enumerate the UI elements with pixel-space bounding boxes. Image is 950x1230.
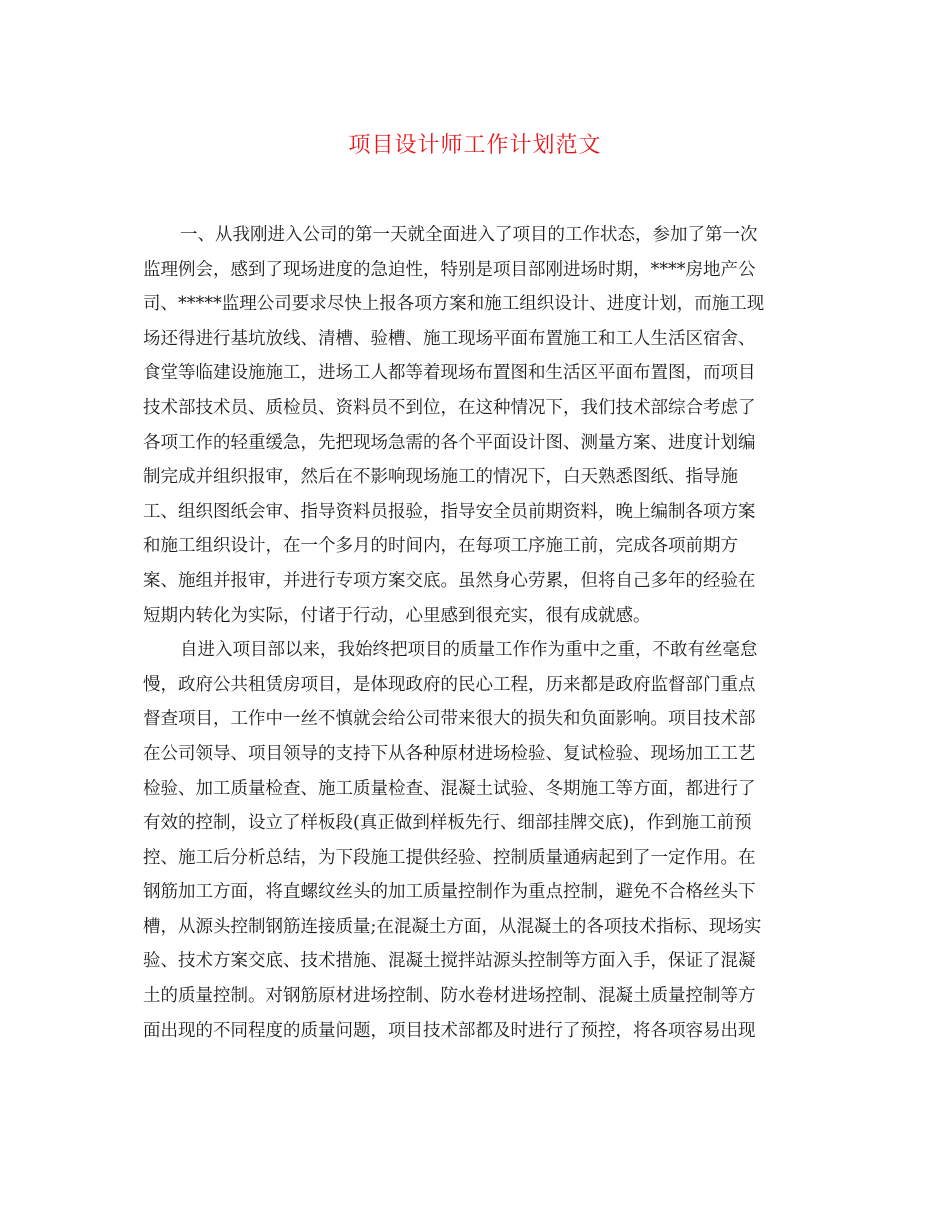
paragraph-2-line-11: 土的质量控制。对钢筋原材进场控制、防水卷材进场控制、混凝土质量控制等方	[143, 986, 756, 1007]
paragraph-1-line-9: 工、组织图纸会审、指导资料员报验，指导安全员前期资料，晚上编制各项方案	[143, 501, 756, 522]
paragraph-1-line-6: 技术部技术员、质检员、资料员不到位，在这种情况下，我们技术部综合考虑了	[143, 397, 756, 418]
paragraph-1-line-8: 制完成并组织报审，然后在不影响现场施工的情况下，白天熟悉图纸、指导施	[143, 467, 738, 488]
paragraph-2-line-7: 控、施工后分析总结，为下段施工提供经验、控制质量通病起到了一定作用。在	[143, 847, 756, 868]
document-title: 项目设计师工作计划范文	[348, 133, 602, 158]
paragraph-2-line-3: 督查项目，工作中一丝不慎就会给公司带来很大的损失和负面影响。项目技术部	[143, 709, 756, 730]
paragraph-2-line-5: 检验、加工质量检查、施工质量检查、混凝土试验、冬期施工等方面，都进行了	[143, 778, 756, 799]
paragraph-1-line-4: 场还得进行基坑放线、清槽、验槽、施工现场平面布置施工和工人生活区宿舍、	[143, 328, 756, 349]
paragraph-1-line-1: 一、从我刚进入公司的第一天就全面进入了项目的工作状态，参加了第一次	[180, 225, 758, 245]
paragraph-1-line-10: 和施工组织设计，在一个多月的时间内，在每项工序施工前，完成各项前期方	[143, 536, 738, 557]
paragraph-2-line-2: 慢，政府公共租赁房项目，是体现政府的民心工程，历来都是政府监督部门重点	[143, 674, 756, 695]
paragraph-1-line-2: 监理例会，感到了现场进度的急迫性，特别是项目部刚进场时期，****房地产公	[143, 259, 756, 280]
paragraph-2-line-10: 验、技术方案交底、技术措施、混凝土搅拌站源头控制等方面入手，保证了混凝	[143, 951, 756, 972]
paragraph-1-line-7: 各项工作的轻重缓急，先把现场急需的各个平面设计图、测量方案、进度计划编	[143, 432, 756, 453]
paragraph-1-line-11: 案、施组并报审，并进行专项方案交底。虽然身心劳累，但将自己多年的经验在	[143, 570, 756, 591]
paragraph-2-line-4: 在公司领导、项目领导的支持下从各种原材进场检验、复试检验、现场加工工艺	[143, 743, 756, 764]
paragraph-1-line-5: 食堂等临建设施施工，进场工人都等着现场布置图和生活区平面布置图，而项目	[143, 363, 756, 384]
paragraph-2-line-6: 有效的控制，设立了样板段(真正做到样板先行、细部挂牌交底)，作到施工前预	[143, 813, 752, 834]
paragraph-2-line-1: 自进入项目部以来，我始终把项目的质量工作作为重中之重，不敢有丝毫怠	[180, 640, 758, 661]
paragraph-1-line-3: 司、*****监理公司要求尽快上报各项方案和施工组织设计、进度计划，而施工现	[143, 294, 765, 315]
paragraph-2-line-9: 槽，从源头控制钢筋连接质量;在混凝土方面，从混凝土的各项技术指标、现场实	[143, 916, 762, 937]
paragraph-1-line-12: 短期内转化为实际，付诸于行动，心里感到很充实，很有成就感。	[143, 605, 651, 626]
paragraph-2-line-12: 面出现的不同程度的质量问题，项目技术部都及时进行了预控，将各项容易出现	[143, 1020, 756, 1041]
paragraph-2-line-8: 钢筋加工方面，将直螺纹丝头的加工质量控制作为重点控制，避免不合格丝头下	[143, 882, 756, 903]
document-body	[143, 218, 809, 1048]
